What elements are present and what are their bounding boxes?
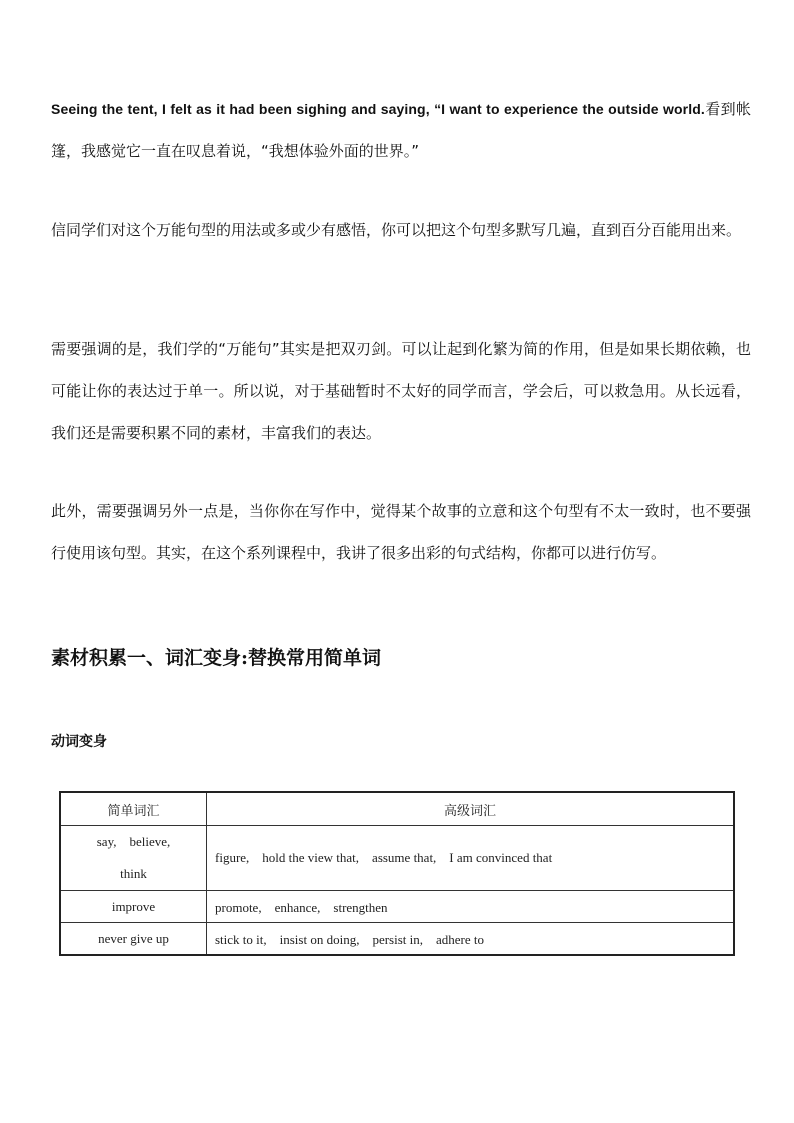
paragraph-2: 信同学们对这个万能句型的用法或多或少有感悟，你可以把这个句型多默写几遍，直到百分百能用出来。 xyxy=(51,221,742,239)
column-header-simple: 简单词汇 xyxy=(60,792,207,826)
table-row xyxy=(60,826,734,891)
section-subheading: 动词变身 xyxy=(51,734,107,750)
table-row xyxy=(60,891,734,923)
vocabulary-table xyxy=(59,791,735,956)
table-header-row xyxy=(60,792,734,826)
paragraph-1-english: Seeing the tent, I felt as it had been sighing and saying, “I want to experience the outside world. xyxy=(51,101,705,117)
advanced-word-cell: figure, hold the view that, assume that, I am convinced that xyxy=(207,826,735,891)
advanced-word-cell: stick to it, insist on doing, persist in, adhere to xyxy=(207,923,735,956)
simple-word-line: say, believe, xyxy=(96,834,171,849)
simple-word-cell xyxy=(60,826,207,891)
simple-word-cell: improve xyxy=(60,891,207,923)
paragraph-1 xyxy=(51,88,751,172)
table-row xyxy=(60,923,734,956)
simple-word-cell: never give up xyxy=(60,923,207,956)
paragraph-1-chinese: 看到帐篷，我感觉它一直在叹息着说，“我想体验外面的世界。” xyxy=(51,100,751,160)
advanced-word-cell: promote, enhance, strengthen xyxy=(207,891,735,923)
column-header-advanced: 高级词汇 xyxy=(207,792,735,826)
section-heading: 素材积累一、词汇变身:替换常用简单词 xyxy=(51,647,382,669)
paragraph-3: 需要强调的是，我们学的“万能句”其实是把双刃剑。可以让起到化繁为简的作用，但是如果长期依赖，也可能让你的表达过于单一。所以说，对于基础暂时不太好的同学而言，学会后，可以救急用。从长远看，我们还是需要积累不同的素材，丰富我们的表达。 xyxy=(51,340,751,442)
paragraph-4: 此外，需要强调另外一点是，当你你在写作中，觉得某个故事的立意和这个句型有不太一致时，也不要强行使用该句型。其实，在这个系列课程中，我讲了很多出彩的句式结构，你都可以进行仿写。 xyxy=(51,502,751,562)
simple-word-line: think xyxy=(120,866,147,881)
